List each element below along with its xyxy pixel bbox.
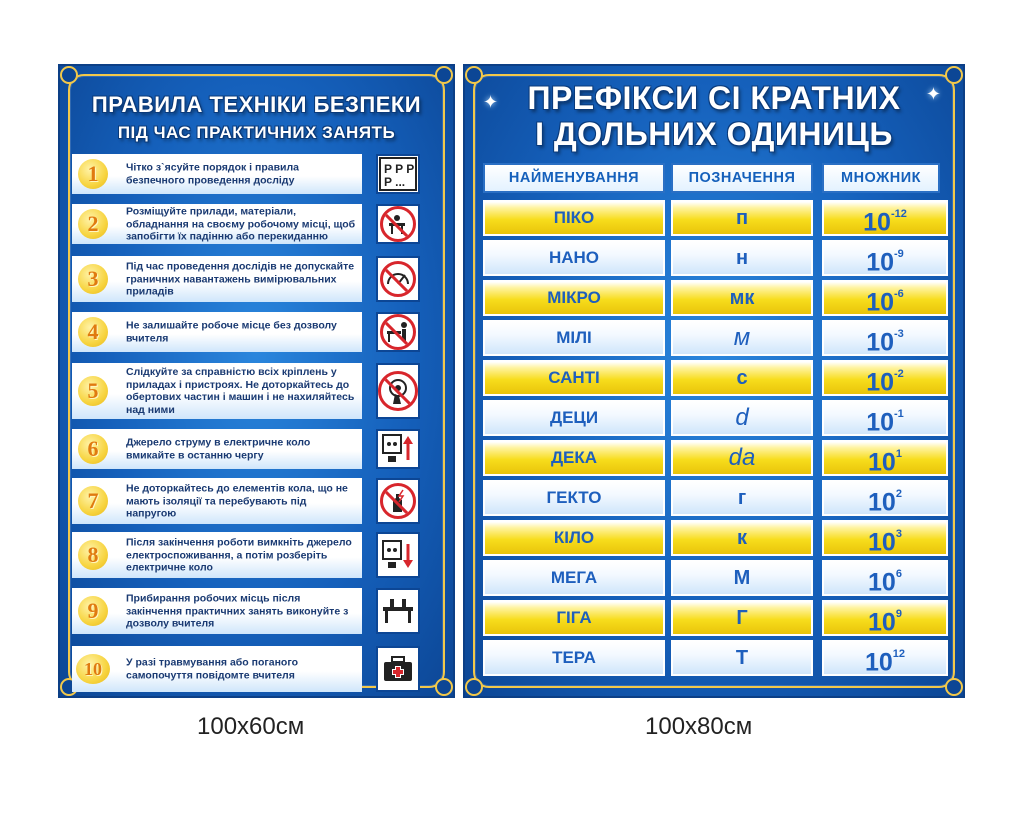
no-touch-icon bbox=[376, 478, 420, 524]
multiplier-exponent: -9 bbox=[894, 248, 904, 260]
prefix-name-cell: МІЛІ bbox=[483, 320, 665, 356]
poster-title-line1: ПРЕФІКСИ СІ КРАТНИХ bbox=[527, 80, 901, 116]
rule-text: Не залишайте робоче місце без дозволу вчителя bbox=[126, 319, 337, 344]
rule-number: 6 bbox=[78, 434, 108, 464]
multiplier-exponent: -3 bbox=[894, 328, 904, 340]
prefix-multiplier-cell bbox=[822, 480, 948, 516]
prefix-name-cell: ПІКО bbox=[483, 200, 665, 236]
multiplier-exponent: 3 bbox=[895, 528, 902, 540]
multiplier-base: 10 bbox=[868, 528, 896, 557]
prefix-name-cell: НАНО bbox=[483, 240, 665, 276]
rule-text: Під час проведення дослідів не допускайте граничних навантажень вимірювальних приладів bbox=[126, 260, 355, 298]
multiplier-exponent: 9 bbox=[895, 608, 902, 620]
svg-text:P P P: P P P bbox=[384, 162, 415, 176]
frame-corner bbox=[60, 66, 78, 84]
prefix-name-cell: САНТІ bbox=[483, 360, 665, 396]
prefix-multiplier-cell bbox=[822, 200, 948, 236]
prefix-multiplier-cell bbox=[822, 280, 948, 316]
prefix-multiplier-cell bbox=[822, 400, 948, 436]
prefix-multiplier-cell bbox=[822, 600, 948, 636]
rule-text: У разі травмування або поганого самопочуття повідомте вчителя bbox=[126, 656, 298, 681]
prefix-symbol-cell: м bbox=[671, 320, 813, 356]
multiplier-exponent: -2 bbox=[894, 368, 904, 380]
prefix-symbol-cell: da bbox=[671, 440, 813, 476]
multiplier-base: 10 bbox=[868, 568, 896, 597]
no-rotating-parts-icon bbox=[376, 363, 420, 419]
poster-title-line2: ПІД ЧАС ПРАКТИЧНИХ ЗАНЯТЬ bbox=[117, 123, 396, 142]
rule-item-3 bbox=[72, 256, 362, 302]
rule-item-8 bbox=[72, 532, 362, 578]
prefix-symbol-cell: Г bbox=[671, 600, 813, 636]
multiplier-base: 10 bbox=[866, 408, 895, 437]
frame-corner bbox=[435, 66, 453, 84]
prefix-name-cell: КІЛО bbox=[483, 520, 665, 556]
svg-text:P ...: P ... bbox=[384, 175, 406, 189]
prefix-name-cell: ДЕКА bbox=[483, 440, 665, 476]
rule-item-1 bbox=[72, 154, 362, 194]
ppp-sign-icon bbox=[376, 154, 420, 194]
prefix-multiplier-cell bbox=[822, 240, 948, 276]
multiplier-base: 10 bbox=[864, 648, 893, 677]
rule-number: 2 bbox=[78, 209, 108, 239]
rule-text: Чітко з`ясуйте порядок і правила безпечного проведення досліду bbox=[126, 161, 300, 186]
rule-item-10 bbox=[72, 646, 362, 692]
rule-item-9 bbox=[72, 588, 362, 634]
rule-text: Джерело струму в електричне коло вмикайте в останню чергу bbox=[126, 436, 311, 461]
left-poster-size-caption: 100х60см bbox=[197, 713, 305, 740]
multiplier-base: 10 bbox=[866, 248, 895, 277]
rule-text: Не доторкайтесь до елементів кола, що не мають ізоляції та перебувають під напругою bbox=[126, 482, 348, 520]
prefix-name-cell: МІКРО bbox=[483, 280, 665, 316]
no-tipping-icon bbox=[376, 204, 420, 244]
multiplier-exponent: 6 bbox=[895, 568, 902, 580]
prefix-symbol-cell: н bbox=[671, 240, 813, 276]
rule-number: 9 bbox=[78, 596, 108, 626]
prefix-name-cell: ГЕКТО bbox=[483, 480, 665, 516]
rule-item-6 bbox=[72, 429, 362, 469]
rule-number: 8 bbox=[78, 540, 108, 570]
rule-item-7 bbox=[72, 478, 362, 524]
prefix-multiplier-cell bbox=[822, 520, 948, 556]
prefix-multiplier-cell bbox=[822, 640, 948, 676]
safety-rules-poster bbox=[58, 64, 455, 698]
no-leaving-icon bbox=[376, 312, 420, 352]
sparkle-icon: ✦ bbox=[483, 92, 499, 112]
rule-number: 1 bbox=[78, 159, 108, 189]
rule-number: 7 bbox=[78, 486, 108, 516]
sparkle-icon: ✦ bbox=[925, 84, 941, 104]
prefix-symbol-cell: к bbox=[671, 520, 813, 556]
frame-corner bbox=[945, 678, 963, 696]
prefix-multiplier-cell bbox=[822, 440, 948, 476]
plug-in-icon bbox=[376, 429, 420, 469]
frame-corner bbox=[435, 678, 453, 696]
prefix-multiplier-cell bbox=[822, 320, 948, 356]
frame-corner bbox=[465, 678, 483, 696]
multiplier-base: 10 bbox=[866, 288, 895, 317]
poster-title-line1: ПРАВИЛА ТЕХНІКИ БЕЗПЕКИ bbox=[91, 92, 422, 117]
rule-text: Розміщуйте прилади, матеріали, обладнання на своєму робочому місці, щоб запобігти їх падінню або перекиданню bbox=[126, 205, 356, 243]
rule-item-5 bbox=[72, 363, 362, 419]
prefix-symbol-cell: мк bbox=[671, 280, 813, 316]
multiplier-exponent: -1 bbox=[894, 408, 904, 420]
rule-text: Після закінчення роботи вимкніть джерело електроспоживання, а потім розберіть електричне коло bbox=[126, 536, 352, 574]
column-header-symbol: ПОЗНАЧЕННЯ bbox=[671, 163, 813, 193]
no-overload-icon bbox=[376, 256, 420, 302]
multiplier-base: 10 bbox=[868, 488, 896, 517]
prefix-symbol-cell: с bbox=[671, 360, 813, 396]
rule-number: 5 bbox=[78, 376, 108, 406]
multiplier-base: 10 bbox=[866, 368, 895, 397]
rule-number: 3 bbox=[78, 264, 108, 294]
multiplier-exponent: 2 bbox=[895, 488, 902, 500]
multiplier-base: 10 bbox=[863, 208, 891, 237]
prefix-symbol-cell: Т bbox=[671, 640, 813, 676]
prefix-name-cell: ГІГА bbox=[483, 600, 665, 636]
rule-text: Слідкуйте за справністю всіх кріплень у приладах і пристроях. Не доторкайтесь до обертових частин і машин і не нахиляйтесь над ними bbox=[126, 366, 355, 416]
prefix-symbol-cell: М bbox=[671, 560, 813, 596]
prefix-multiplier-cell bbox=[822, 560, 948, 596]
prefix-name-cell: МЕГА bbox=[483, 560, 665, 596]
rule-item-4 bbox=[72, 312, 362, 352]
multiplier-exponent: 12 bbox=[892, 648, 906, 660]
multiplier-base: 10 bbox=[868, 448, 896, 477]
prefix-multiplier-cell bbox=[822, 360, 948, 396]
prefix-symbol-cell: d bbox=[671, 400, 813, 436]
multiplier-base: 10 bbox=[866, 328, 895, 357]
rule-number: 4 bbox=[78, 317, 108, 347]
rule-text: Прибирання робочих місць після закінчення практичних занять виконуйте з дозволу вчителя bbox=[126, 592, 349, 630]
prefix-name-cell: ТЕРА bbox=[483, 640, 665, 676]
workplace-icon bbox=[376, 588, 420, 634]
multiplier-exponent: -12 bbox=[890, 208, 907, 220]
rule-number: 10 bbox=[76, 654, 110, 684]
multiplier-base: 10 bbox=[868, 608, 896, 637]
prefix-symbol-cell: п bbox=[671, 200, 813, 236]
poster-title-line2: І ДОЛЬНИХ ОДИНИЦЬ bbox=[535, 116, 893, 152]
column-header-multiplier: МНОЖНИК bbox=[822, 163, 940, 193]
column-header-name: НАЙМЕНУВАННЯ bbox=[483, 163, 665, 193]
multiplier-exponent: 1 bbox=[895, 448, 902, 460]
first-aid-icon bbox=[376, 646, 420, 692]
multiplier-exponent: -6 bbox=[894, 288, 904, 300]
right-poster-size-caption: 100х80см bbox=[645, 713, 753, 740]
rule-item-2 bbox=[72, 204, 362, 244]
prefix-symbol-cell: г bbox=[671, 480, 813, 516]
plug-out-icon bbox=[376, 532, 420, 578]
prefix-name-cell: ДЕЦИ bbox=[483, 400, 665, 436]
